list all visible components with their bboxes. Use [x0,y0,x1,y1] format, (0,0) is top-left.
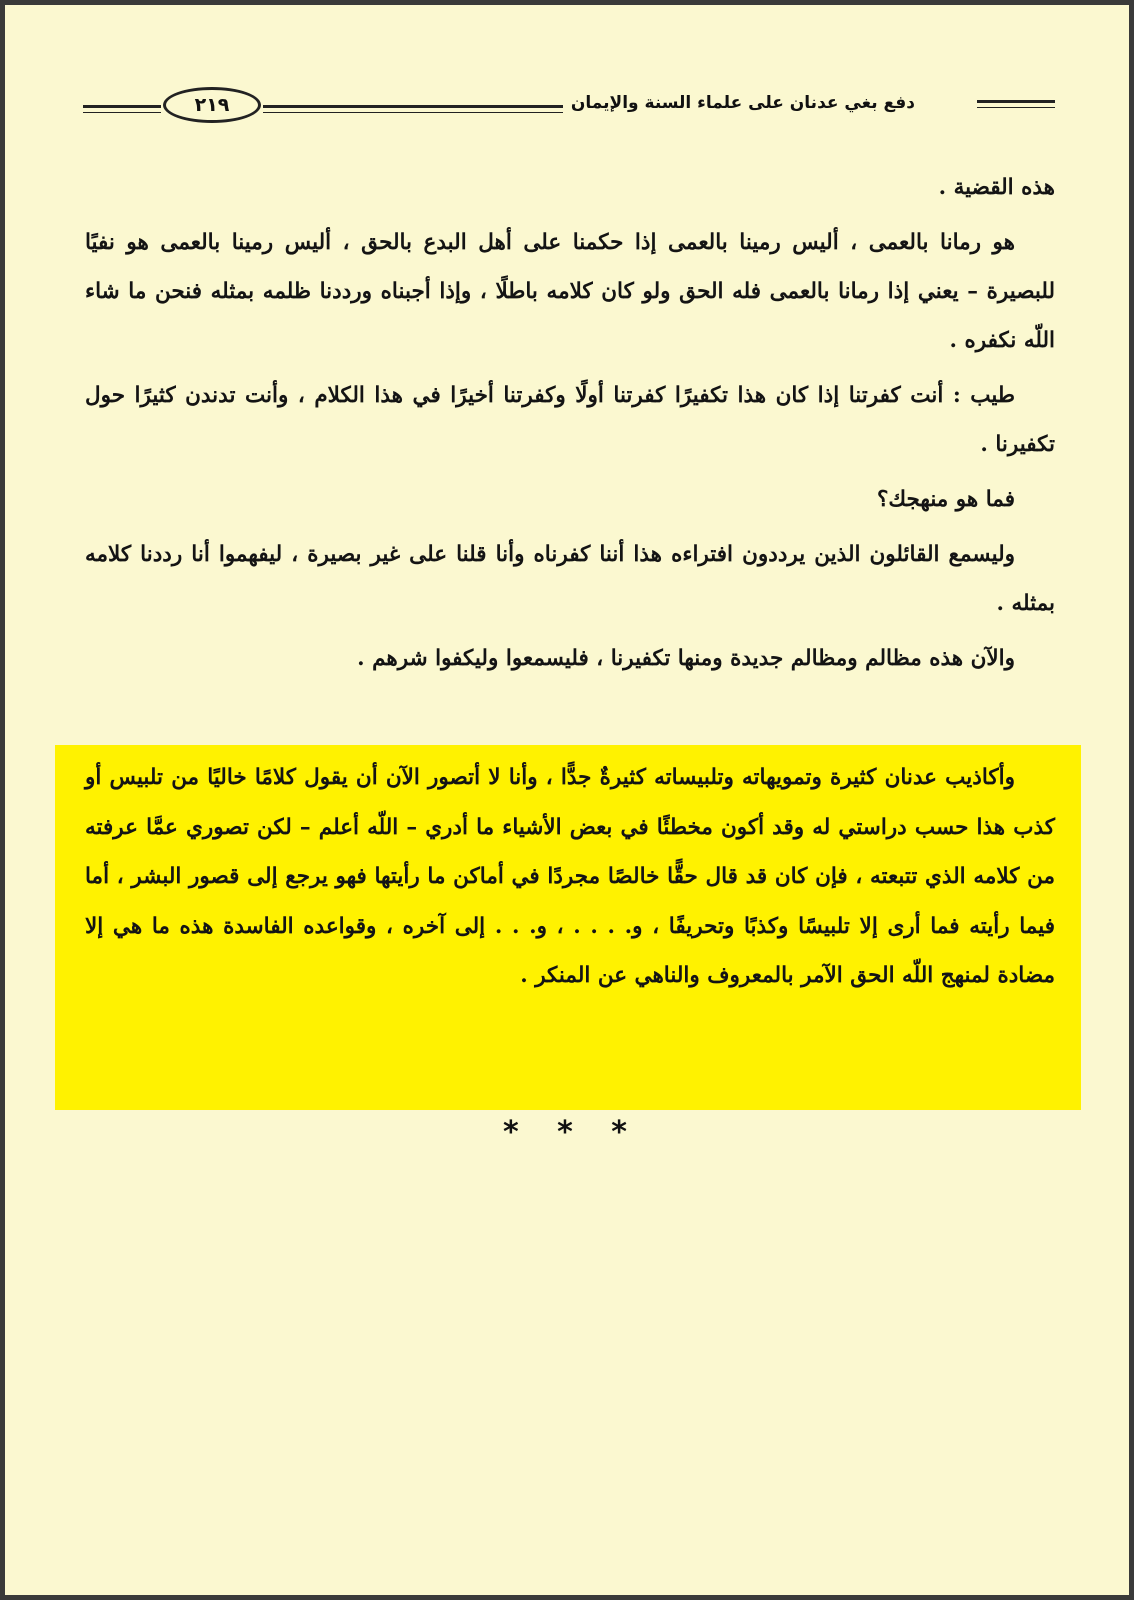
book-title: دفع بغي عدنان على علماء السنة والإيمان [570,93,915,113]
paragraph-continuation: هذه القضية . [938,175,1055,200]
paragraph: هو رمانا بالعمى ، أليس رمينا بالعمى إذا حكمنا على أهل البدع بالحق ، أليس رمينا بالعمى هو نفيًا للبصيرة – يعني إذا رمانا بالعمى فله الحق ولو كان كلامه باطلًا ، وإذا أجبناه ورددنا ظلمه بمثله فنحن ما شاء اللّه نكفره . [85,230,1055,353]
header-rule-right [977,100,1055,108]
header-rule-left [83,105,161,113]
paragraph: طيب : أنت كفرتنا إذا كان هذا تكفيرًا كفرتنا أولًا وكفرتنا أخيرًا في هذا الكلام ، وأنت تدندن كثيرًا حول تكفيرنا . [85,383,1055,457]
section-separator: * * * [503,1115,641,1150]
paragraph: وليسمع القائلون الذين يرددون افتراءه هذا أننا كفرناه وأنا قلنا على غير بصيرة ، ليفهموا أنا رددنا كلامه بمثله . [85,542,1055,616]
paragraph: والآن هذه مظالم ومظالم جديدة ومنها تكفيرنا ، فليسمعوا وليكفوا شرهم . [357,646,1015,671]
header-rule-middle [263,105,563,113]
paragraph: فما هو منهجك؟ [877,487,1015,512]
page-number: ٢١٩ [163,87,261,123]
page-body [85,163,1055,689]
highlighted-paragraph: وأكاذيب عدنان كثيرة وتمويهاته وتلبيساته كثيرةٌ جدًّا ، وأنا لا أتصور الآن أن يقول كلامًا خاليًا من تلبيس أو كذب هذا حسب دراستي له وقد أكون مخطئًا في بعض الأشياء ما أدري – اللّه أعلم – لكن تصوري عمَّا عرفته من كلامه الذي تتبعته ، فإن كان قد قال حقًّا خالصًا مجردًا في أماكن ما رأيتها فهو يرجع إلى قصور البشر ، أما فيما رأيته فما أرى إلا تلبيسًا وكذبًا وتحريفًا ، و. . . . ، و. . . إلى آخره ، وقواعده الفاسدة هذه ما هي إلا مضادة لمنهج اللّه الحق الآمر بالمعروف والناهي عن المنكر . [85,765,1055,988]
running-header [83,83,1055,133]
